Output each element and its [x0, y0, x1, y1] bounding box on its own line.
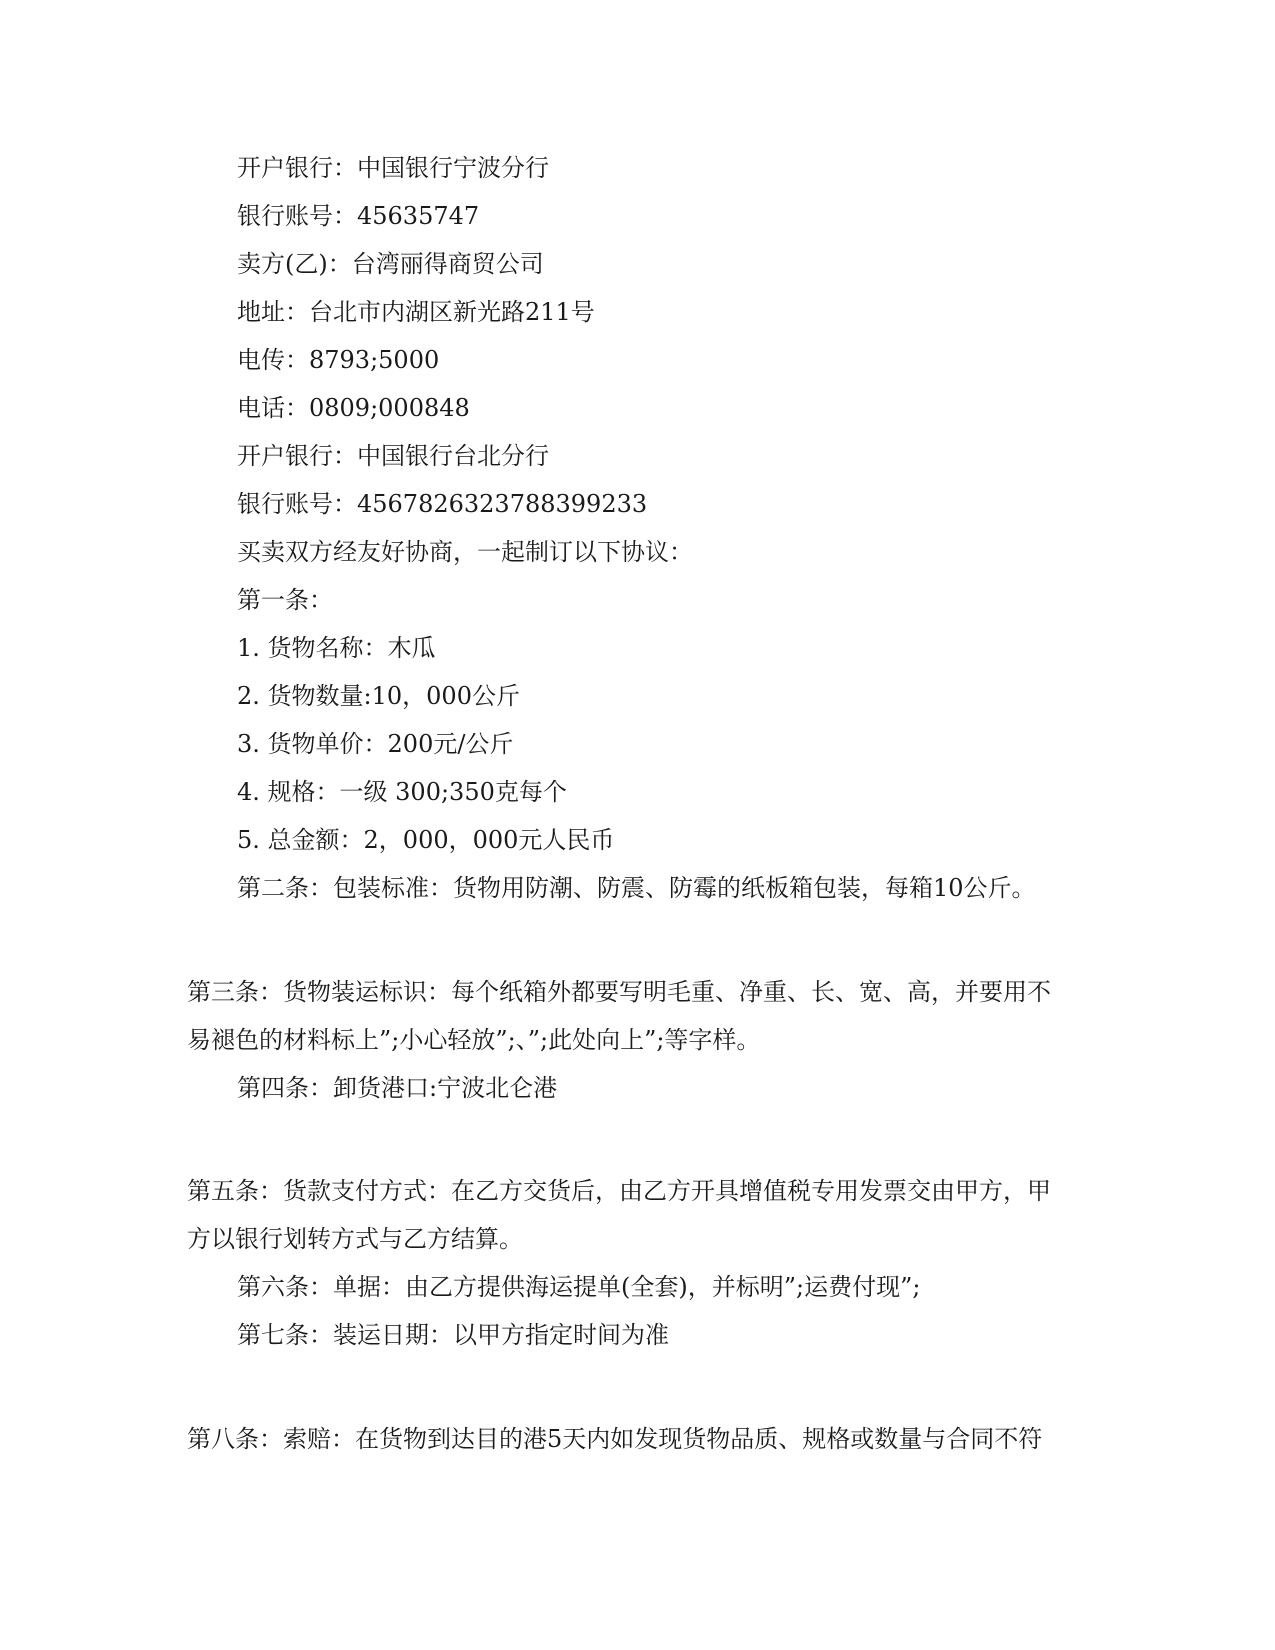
article5-line1: 第五条：货款支付方式：在乙方交货后，由乙方开具增值税专用发票交由甲方，甲 [187, 1177, 1051, 1205]
article4-paragraph: 第四条：卸货港口:宁波北仑港 [237, 1074, 558, 1102]
seller-address-line [237, 297, 595, 327]
article8-line1: 第八条：索赔：在货物到达目的港5天内如发现货物品质、规格或数量与合同不符 [187, 1425, 1043, 1453]
buyer-account-line [237, 201, 479, 231]
article2-paragraph: 第二条：包装标准：货物用防潮、防震、防霉的纸板箱包装，每箱10公斤。 [237, 874, 1036, 902]
seller-name-line [237, 249, 544, 279]
seller-phone-line [237, 393, 470, 423]
seller-bank-line [237, 441, 549, 471]
article3-line2: 易褪色的材料标上”;小心轻放”;、”;此处向上”;等字样。 [187, 1026, 761, 1054]
article1-item: 2. 货物数量:10，000公斤 [237, 682, 520, 710]
intro-paragraph: 买卖双方经友好协商，一起制订以下协议： [237, 538, 693, 566]
buyer-bank-line [237, 153, 549, 183]
article7-paragraph: 第七条：装运日期：以甲方指定时间为准 [237, 1321, 669, 1349]
seller-account-line [237, 489, 647, 519]
buyer-account-value: 45635747 [357, 202, 480, 230]
seller-bank-value: 中国银行台北分行 [357, 442, 549, 470]
buyer-account-label: 银行账号： [237, 202, 357, 230]
article3-line1: 第三条：货物装运标识：每个纸箱外都要写明毛重、净重、长、宽、高，并要用不 [187, 978, 1051, 1006]
article1-item: 4. 规格：一级 300;350克每个 [237, 778, 567, 806]
seller-account-value: 4567826323788399233 [357, 490, 648, 518]
seller-phone-label: 电话： [237, 394, 309, 422]
seller-address-value: 台北市内湖区新光路211号 [309, 298, 595, 326]
seller-bank-label: 开户银行： [237, 442, 357, 470]
seller-name-value: 台湾丽得商贸公司 [351, 250, 544, 278]
seller-account-label: 银行账号： [237, 490, 357, 518]
buyer-bank-value: 中国银行宁波分行 [357, 154, 549, 182]
article1-item: 3. 货物单价：200元/公斤 [237, 730, 514, 758]
seller-name-label: 卖方(乙)： [237, 250, 352, 278]
buyer-bank-label: 开户银行： [237, 154, 357, 182]
article1-item: 5. 总金额：2，000，000元人民币 [237, 826, 615, 854]
seller-fax-value: 8793;5000 [309, 346, 440, 374]
seller-phone-value: 0809;000848 [309, 394, 470, 422]
seller-fax-line [237, 345, 439, 375]
seller-fax-label: 电传： [237, 346, 309, 374]
article5-line2: 方以银行划转方式与乙方结算。 [187, 1225, 523, 1253]
article1-title: 第一条： [237, 586, 333, 614]
article1-item: 1. 货物名称：木瓜 [237, 634, 436, 662]
article6-paragraph: 第六条：单据：由乙方提供海运提单(全套)，并标明”;运费付现”; [237, 1273, 921, 1301]
seller-address-label: 地址： [237, 298, 309, 326]
